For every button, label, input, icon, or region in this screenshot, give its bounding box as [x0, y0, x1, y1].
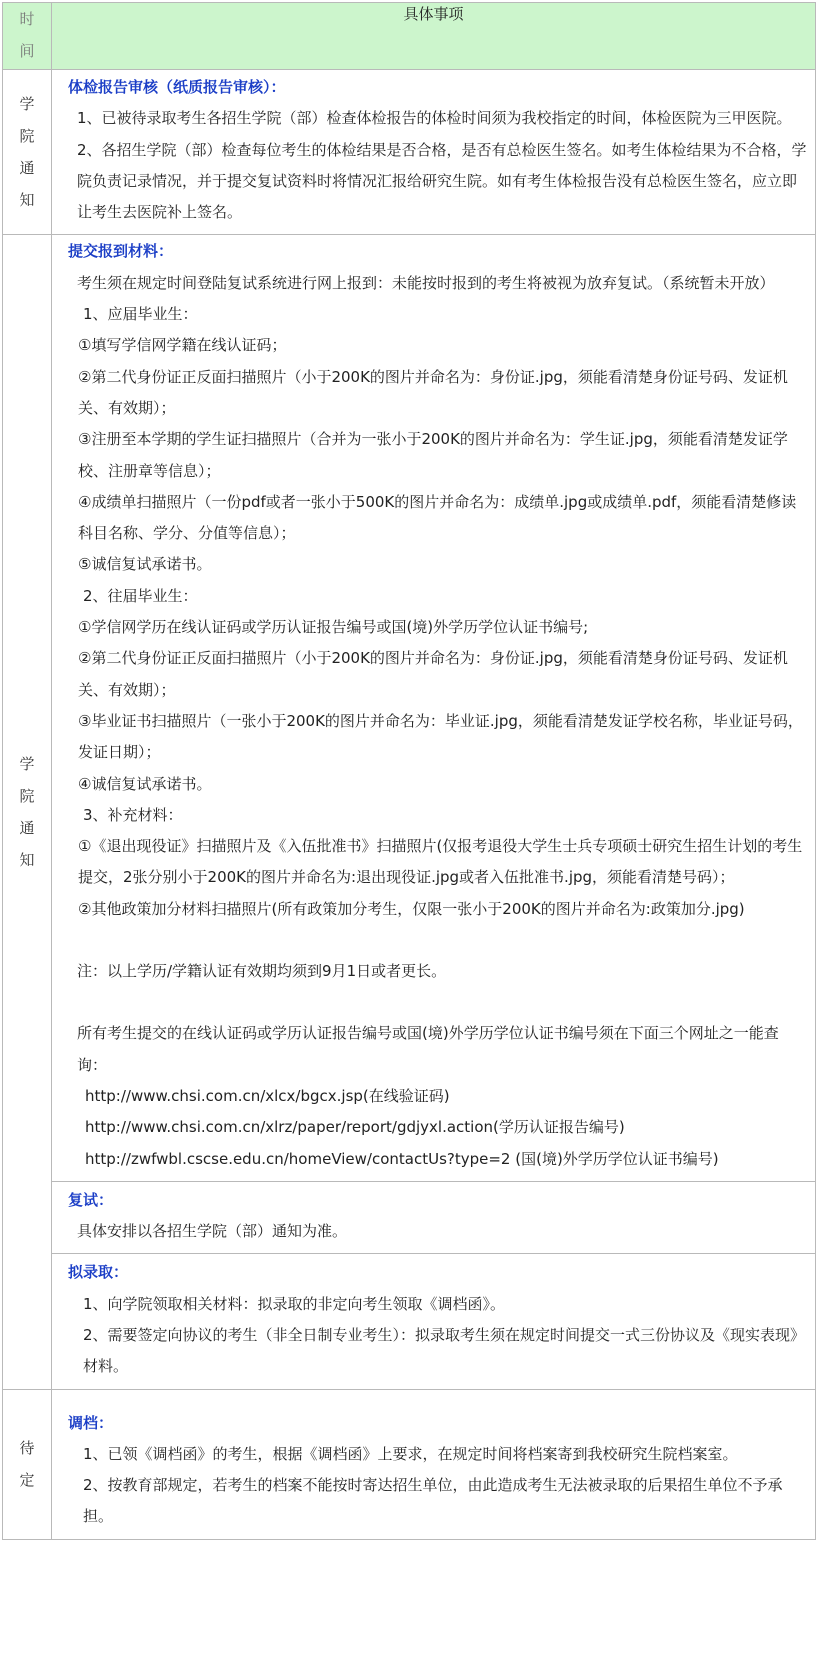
admission-section	[52, 1253, 815, 1388]
row2-content-cell	[52, 235, 816, 1389]
past-graduate-item: ②第二代身份证正反面扫描照片（小于200K的图片并命名为：身份证.jpg，须能看清楚身份证号码、发证机关、有效期）；	[78, 649, 788, 699]
row2-time-cell	[3, 235, 52, 1389]
header-items-cell: 具体事项	[52, 3, 816, 70]
past-graduate-item: ④诚信复试承诺书。	[78, 774, 212, 793]
row3-time-cell	[3, 1389, 52, 1539]
row-medical-review	[3, 70, 816, 235]
verification-url: http://www.chsi.com.cn/xlcx/bgcx.jsp(在线验证码)	[85, 1086, 450, 1105]
schedule-table	[2, 2, 816, 1540]
header-time-char: 间	[19, 42, 35, 60]
row2-time-char: 知	[19, 851, 35, 870]
fresh-graduate-item: ③注册至本学期的学生证扫描照片（合并为一张小于200K的图片并命名为：学生证.jpg，须能看清楚发证学校、注册章等信息）；	[78, 430, 788, 480]
row3-time-char: 定	[19, 1471, 35, 1490]
spacer	[68, 925, 807, 956]
row2-time-char: 学	[19, 755, 35, 774]
extra-material-label: 3、补充材料：	[83, 805, 183, 824]
medical-review-item: 2、各招生学院（部）检查每位考生的体检结果是否合格，是否有总检医生签名。如考生体检结果为不合格，学院负责记录情况，并于提交复试资料时将情况汇报给研究生院。如有考生体检报告没有总检医生签名，应立即让考生去医院补上签名。	[77, 140, 807, 222]
registration-title: 提交报到材料：	[68, 242, 174, 261]
fresh-graduate-item: ②第二代身份证正反面扫描照片（小于200K的图片并命名为：身份证.jpg，须能看清楚身份证号码、发证机关、有效期）；	[78, 367, 788, 417]
fresh-graduate-label: 1、应届毕业生：	[83, 305, 198, 324]
fresh-graduate-item: ④成绩单扫描照片（一份pdf或者一张小于500K的图片并命名为：成绩单.jpg或成绩单.pdf，须能看清楚修读科目名称、学分、分值等信息）；	[78, 492, 797, 543]
row3-content-cell	[52, 1389, 816, 1539]
row-file-transfer	[3, 1389, 816, 1539]
file-transfer-item: 1、已领《调档函》的考生，根据《调档函》上要求，在规定时间将档案寄到我校研究生院档案室。	[83, 1444, 738, 1463]
admission-title: 拟录取：	[68, 1263, 129, 1282]
admission-item: 1、向学院领取相关材料：拟录取的非定向考生领取《调档函》。	[83, 1294, 506, 1313]
verification-url: http://www.chsi.com.cn/xlrz/paper/report/gdjyxl.action(学历认证报告编号)	[85, 1118, 625, 1137]
row1-time-char: 知	[19, 191, 35, 210]
row2-time-char: 通	[19, 819, 35, 838]
row1-time-char: 院	[19, 127, 35, 146]
file-transfer-item: 2、按教育部规定，若考生的档案不能按时寄达招生单位，由此造成考生无法被录取的后果招生单位不予承担。	[83, 1476, 783, 1526]
file-transfer-title: 调档：	[68, 1413, 114, 1432]
row1-time-char: 学	[19, 95, 35, 114]
past-graduate-label: 2、往届毕业生：	[83, 586, 198, 605]
validity-note: 注：以上学历/学籍认证有效期均须到9月1日或者更长。	[77, 962, 447, 981]
extra-material-item: ①《退出现役证》扫描照片及《入伍批准书》扫描照片(仅报考退役大学生士兵专项硕士研究生招生计划的考生提交，2张分别小于200K的图片并命名为:退出现役证.jpg或者入伍批准书.jpg，须能看清楚号码）；	[78, 837, 803, 887]
row1-time-char: 通	[19, 159, 35, 178]
past-graduate-item: ①学信网学历在线认证码或学历认证报告编号或国(境)外学历学位认证书编号;	[78, 618, 589, 637]
spacer	[68, 987, 807, 1018]
medical-review-title: 体检报告审核（纸质报告审核）：	[68, 78, 286, 96]
admission-item: 2、需要签定向协议的考生（非全日制专业考生）：拟录取考生须在规定时间提交一式三份协议及《现实表现》材料。	[83, 1325, 806, 1376]
header-time-cell	[3, 3, 52, 70]
fresh-graduate-item: ⑤诚信复试承诺书。	[78, 555, 212, 574]
retest-section	[52, 1181, 815, 1254]
retest-text: 具体安排以各招生学院（部）通知为准。	[77, 1222, 348, 1241]
retest-title: 复试：	[68, 1190, 114, 1209]
row-registration	[3, 235, 816, 1389]
table-header-row	[3, 3, 816, 70]
query-intro: 所有考生提交的在线认证码或学历认证报告编号或国(境)外学历学位认证书编号须在下面三个网址之一能查询：	[77, 1024, 779, 1074]
row3-time-char: 待	[19, 1439, 35, 1458]
registration-intro: 考生须在规定时间登陆复试系统进行网上报到：未能按时报到的考生将被视为放弃复试。（系统暂未开放）	[77, 273, 775, 292]
header-time-char: 时	[19, 10, 35, 28]
row2-time-char: 院	[19, 787, 35, 806]
past-graduate-item: ③毕业证书扫描照片（一张小于200K的图片并命名为：毕业证.jpg，须能看清楚发证学校名称，毕业证号码，发证日期）；	[78, 711, 803, 762]
fresh-graduate-item: ①填写学信网学籍在线认证码；	[78, 336, 287, 355]
row1-content-cell	[52, 70, 816, 235]
extra-material-item: ②其他政策加分材料扫描照片(所有政策加分考生，仅限一张小于200K的图片并命名为:政策加分.jpg)	[78, 899, 745, 918]
medical-review-item: 1、已被待录取考生各招生学院（部）检查体检报告的体检时间须为我校指定的时间，体检医院为三甲医院。	[77, 109, 792, 128]
row1-time-cell	[3, 70, 52, 235]
verification-url: http://zwfwbl.cscse.edu.cn/homeView/contactUs?type=2 (国(境)外学历学位认证书编号)	[85, 1149, 719, 1168]
